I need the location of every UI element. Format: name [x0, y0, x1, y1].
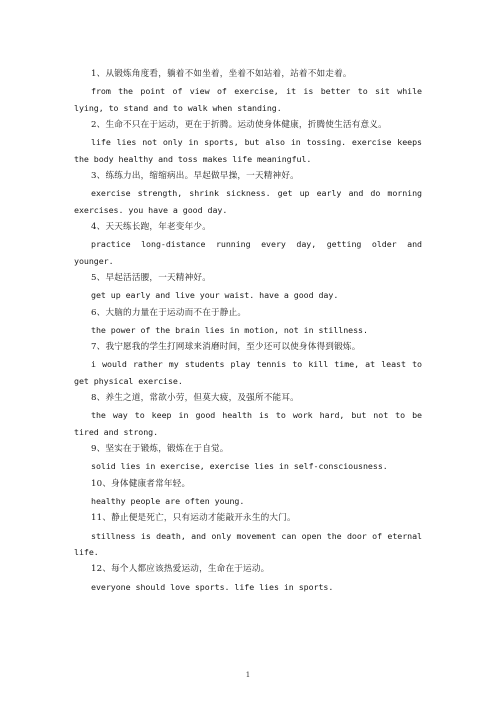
- paragraph: exercise strength, shrink sickness. get up early and do morning exercises. you have a good day.: [74, 188, 422, 215]
- paragraph: 2、生命不只在于运动，更在于折腾。运动使身体健康，折腾使生活有意义。: [91, 120, 387, 130]
- paragraph: solid lies in exercise, exercise lies in self-consciousness.: [91, 461, 388, 472]
- paragraph: 9、坚实在于锻炼，锻炼在于自觉。: [91, 444, 229, 455]
- paragraph: 4、天天练长跑，年老变年少。: [91, 222, 211, 232]
- paragraph: 7、我宁愿我的学生打网球来消磨时间，至少还可以使身体得到锻炼。: [91, 342, 361, 353]
- paragraph: healthy people are often young.: [91, 496, 245, 507]
- paragraph: 3、练练力出，缩缩病出。早起做早操，一天精神好。: [91, 171, 299, 181]
- paragraph: 10、身体健康者常年轻。: [91, 478, 191, 489]
- paragraph: stillness is death, and only movement can open the door of eternal life.: [74, 530, 422, 558]
- paragraph: 8、养生之道，常欲小劳，但莫大疲，及强所不能耳。: [91, 393, 299, 404]
- paragraph: the way to keep in good health is to work hard, but not to be tired and strong.: [74, 410, 422, 437]
- page-number: 1: [245, 671, 251, 679]
- paragraph: 1、从锻炼角度看，躺着不如坐着，坐着不如站着，站着不如走着。: [91, 69, 352, 79]
- paragraph: life lies not only in sports, but also in tossing. exercise keeps the body healthy and toss makes life meaningful.: [74, 137, 422, 164]
- paragraph: 5、早起活活腰，一天精神好。: [91, 273, 211, 283]
- paragraph: the power of the brain lies in motion, not in stillness.: [91, 324, 368, 335]
- paragraph: practice long-distance running every day, getting older and younger.: [74, 239, 422, 266]
- document-body: [74, 66, 422, 596]
- paragraph: get up early and live your waist. have a good day.: [91, 290, 339, 301]
- paragraph: 11、静止便是死亡，只有运动才能敲开永生的大门。: [91, 513, 296, 524]
- paragraph: i would rather my students play tennis to kill time, at least to get physical exercise.: [74, 359, 422, 386]
- paragraph: 12、每个人都应该热爱运动，生命在于运动。: [91, 564, 270, 575]
- paragraph: 6、大脑的力量在于运动而不在于静止。: [91, 307, 247, 318]
- paragraph: from the point of view of exercise, it is better to sit while lying, to stand and to walk when standing.: [74, 86, 422, 113]
- paragraph: everyone should love sports. life lies in sports.: [91, 581, 334, 592]
